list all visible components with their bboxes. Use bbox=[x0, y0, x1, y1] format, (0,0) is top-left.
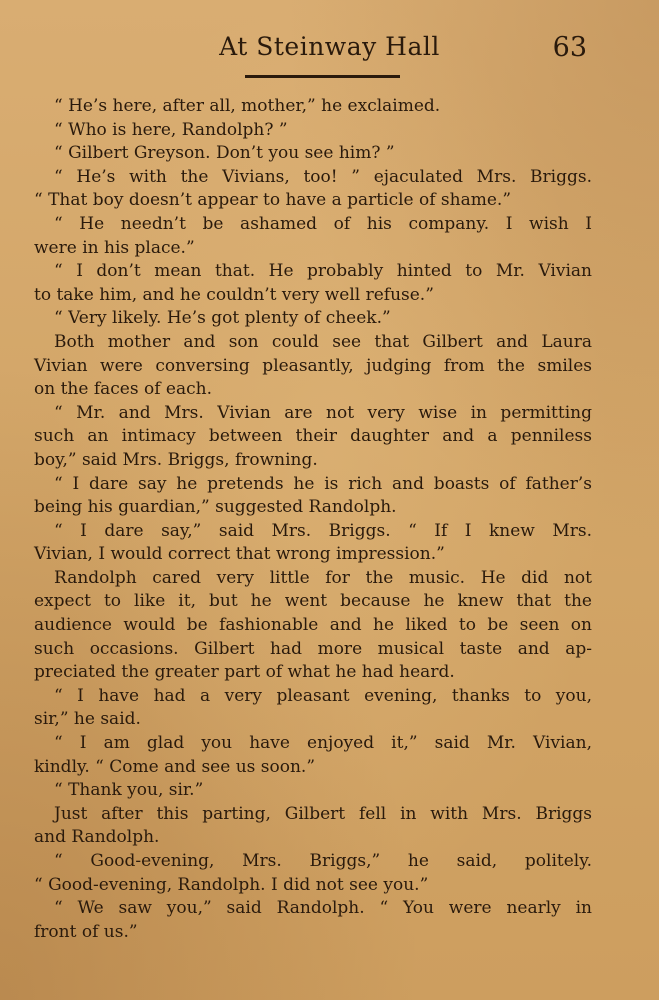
text-line: “ He’s with the Vivians, too! ” ejaculated Mrs. Briggs. bbox=[54, 166, 592, 187]
text-line: to take him, and he couldn’t very well refuse.” bbox=[34, 284, 434, 305]
text-line: “ I am glad you have enjoyed it,” said Mr. Vivian, bbox=[54, 733, 592, 754]
text-line: Just after this parting, Gilbert fell in with Mrs. Briggs bbox=[54, 803, 592, 824]
text-line: “ I dare say he pretends he is rich and boasts of father’s bbox=[54, 473, 592, 494]
text-line: Both mother and son could see that Gilbert and Laura bbox=[54, 331, 592, 352]
text-line: audience would be fashionable and he liked to be seen on bbox=[34, 615, 592, 636]
text-line: “ I don’t mean that. He probably hinted to Mr. Vivian bbox=[54, 261, 592, 282]
text-line: kindly. “ Come and see us soon.” bbox=[34, 756, 316, 777]
text-line: “ Mr. and Mrs. Vivian are not very wise in permitting bbox=[54, 402, 592, 423]
text-line: preciated the greater part of what he had heard. bbox=[34, 662, 455, 683]
text-line: boy,” said Mrs. Briggs, frowning. bbox=[34, 449, 318, 470]
text-line: “ That boy doesn’t appear to have a particle of shame.” bbox=[34, 190, 512, 211]
page-number: 63 bbox=[552, 32, 587, 63]
text-line: sir,” he said. bbox=[34, 709, 141, 730]
text-line: Vivian were conversing pleasantly, judging from the smiles bbox=[34, 355, 592, 376]
header-rule bbox=[245, 75, 400, 78]
text-line: Randolph cared very little for the music. He did not bbox=[54, 567, 592, 588]
text-line: “ Good-evening, Randolph. I did not see you.” bbox=[34, 874, 429, 895]
text-line: and Randolph. bbox=[34, 827, 160, 848]
text-line: were in his place.” bbox=[34, 237, 195, 258]
text-line: such occasions. Gilbert had more musical taste and ap- bbox=[34, 638, 592, 659]
text-line: such an intimacy between their daughter and a penniless bbox=[34, 426, 592, 447]
text-line: “ We saw you,” said Randolph. “ You were nearly in bbox=[54, 898, 592, 919]
text-line: on the faces of each. bbox=[34, 379, 212, 400]
text-line: front of us.” bbox=[34, 921, 138, 942]
text-line: “ He’s here, after all, mother,” he exclaimed. bbox=[54, 96, 441, 116]
text-line: “ Gilbert Greyson. Don’t you see him? ” bbox=[54, 143, 395, 164]
text-line: “ Good-evening, Mrs. Briggs,” he said, politely. bbox=[54, 851, 592, 871]
text-line: “ Who is here, Randolph? ” bbox=[54, 119, 288, 140]
text-line: “ Very likely. He’s got plenty of cheek.” bbox=[54, 308, 391, 329]
text-line: “ I have had a very pleasant evening, thanks to you, bbox=[54, 685, 592, 706]
text-line: Vivian, I would correct that wrong impression.” bbox=[34, 544, 445, 565]
text-line: being his guardian,” suggested Randolph. bbox=[34, 497, 397, 518]
running-head: At Steinway Hall bbox=[219, 32, 440, 61]
text-line: “ He needn’t be ashamed of his company. I wish I bbox=[54, 213, 592, 234]
text-line: “ Thank you, sir.” bbox=[54, 780, 204, 801]
text-line: “ I dare say,” said Mrs. Briggs. “ If I knew Mrs. bbox=[54, 520, 592, 541]
page-header bbox=[0, 32, 659, 72]
text-line: expect to like it, but he went because he knew that the bbox=[34, 591, 592, 612]
body-text bbox=[34, 95, 592, 944]
